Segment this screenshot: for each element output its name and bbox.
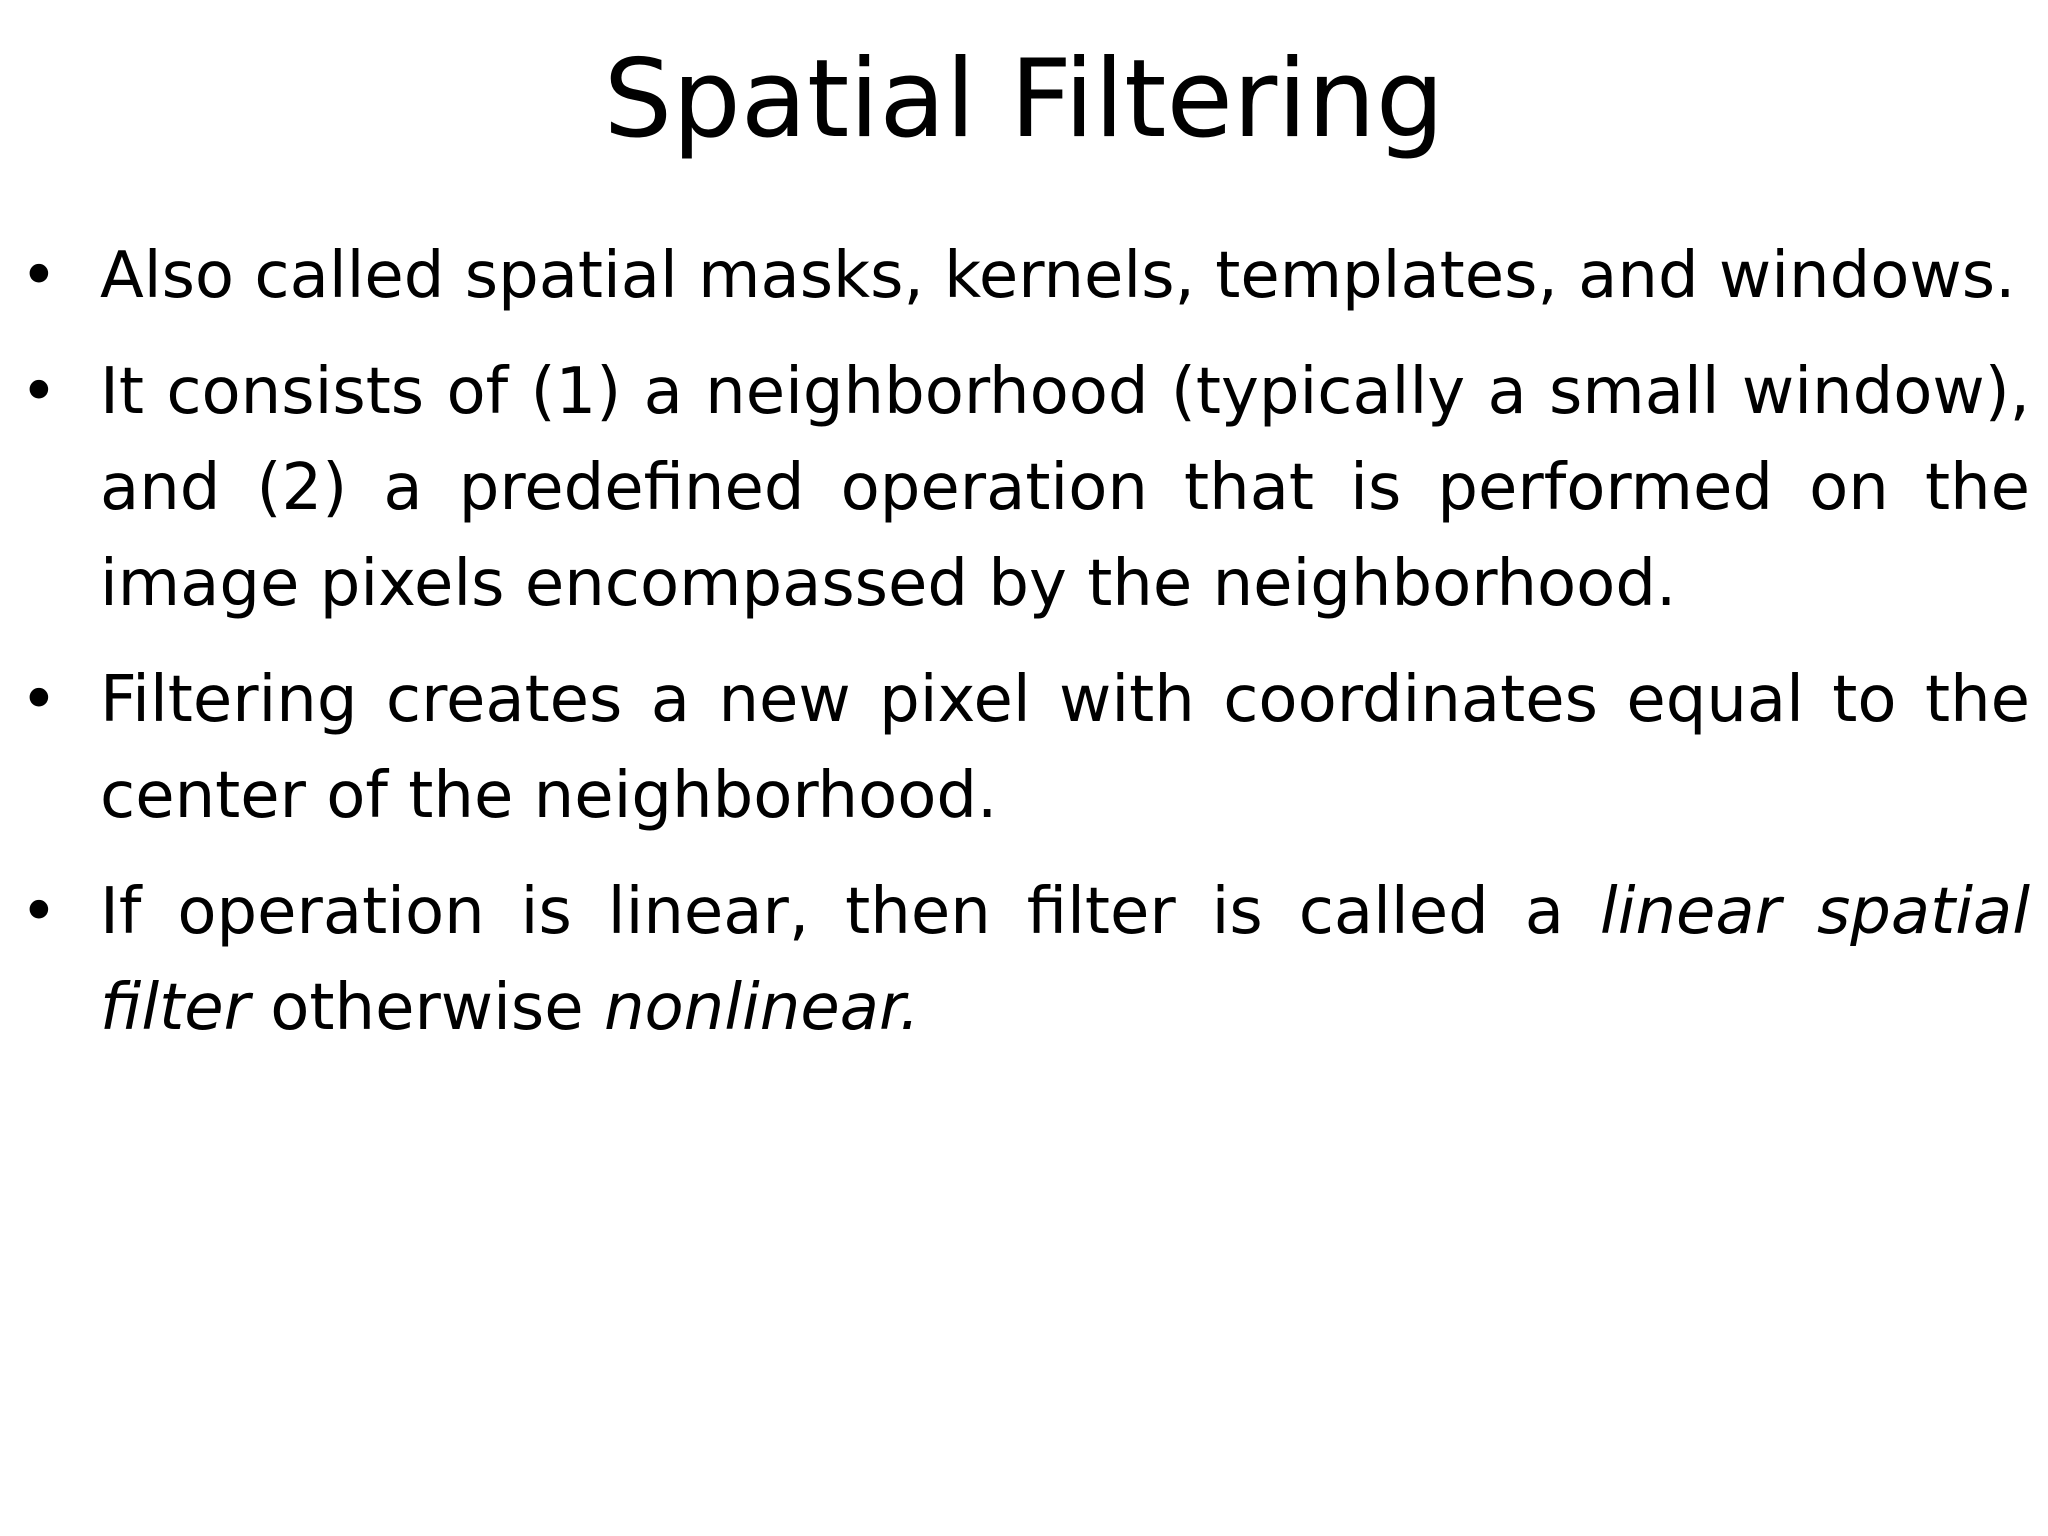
bullet-icon: • (20, 355, 58, 429)
bullet-item (20, 344, 2030, 632)
italic-term-nonlinear: nonlinear. (603, 971, 920, 1045)
bullet-icon: • (20, 663, 58, 737)
bullet-item (20, 652, 2030, 844)
bullet-text: It consists of (1) a neighborhood (typically a small window), and (2) a predefined operation that is performed on the image pixels encompassed by the neighborhood. (100, 355, 2030, 621)
bullet-text-part: If operation is linear, then filter is called a (100, 875, 1600, 949)
bullet-text: Also called spatial masks, kernels, templates, and windows. (100, 239, 2016, 313)
slide-title: Spatial Filtering (603, 37, 1445, 162)
bullet-icon: • (20, 875, 58, 949)
bullet-list (20, 228, 2030, 1076)
bullet-text: Filtering creates a new pixel with coordinates equal to the center of the neighborhood. (100, 663, 2030, 833)
bullet-text (100, 864, 2030, 1056)
italic-term-linear-spatial-filter: linear spatial filter (100, 875, 2031, 1045)
bullet-item (20, 228, 2030, 324)
bullet-text-part: otherwise (249, 971, 604, 1045)
bullet-item (20, 864, 2030, 1056)
bullet-icon: • (20, 239, 58, 313)
